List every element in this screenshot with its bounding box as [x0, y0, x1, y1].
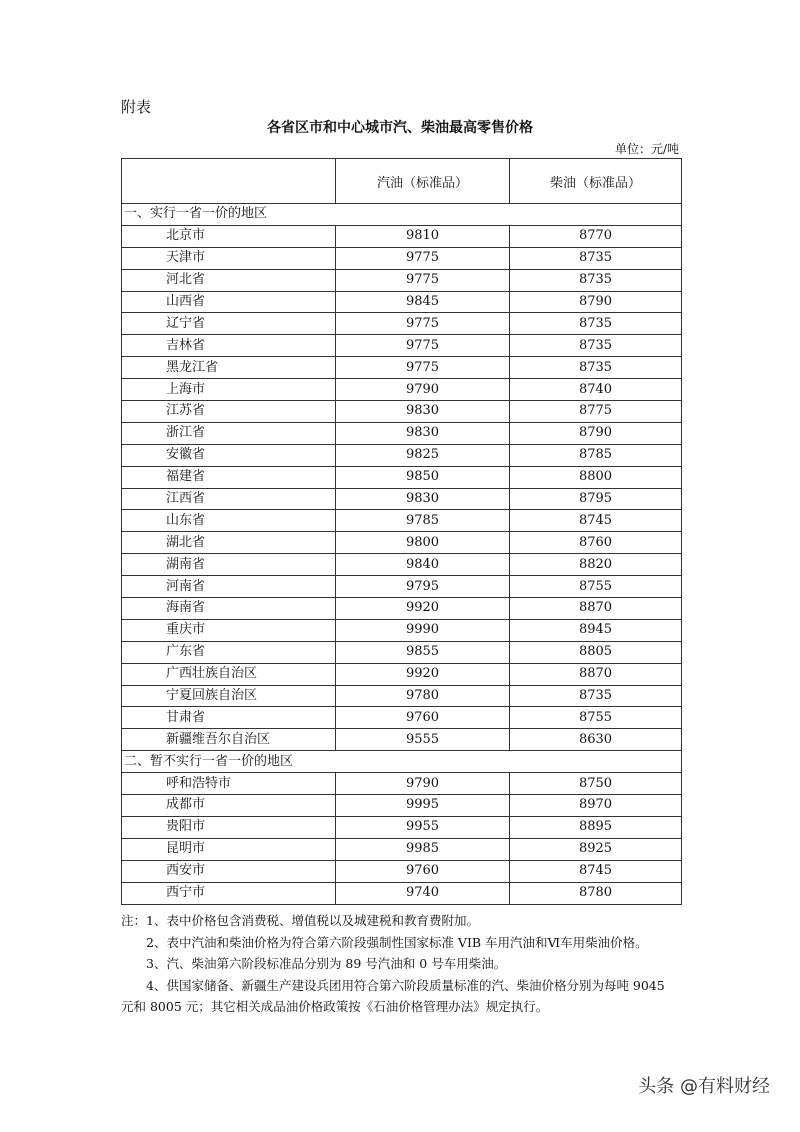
gasoline-price-cell: 9775 — [336, 247, 510, 269]
watermark: 头条 @有料财经 — [638, 1076, 770, 1097]
region-name-cell: 安徽省 — [122, 444, 336, 466]
region-name-cell: 北京市 — [122, 225, 336, 247]
table-row — [122, 707, 682, 729]
table-body — [122, 204, 682, 905]
gasoline-price-cell: 9780 — [336, 685, 510, 707]
gasoline-price-cell: 9845 — [336, 291, 510, 313]
note-2: 2、表中汽油和柴油价格为符合第六阶段强制性国家标准 VIB 车用汽油和Ⅵ车用柴油价格。 — [146, 934, 648, 950]
gasoline-price-cell: 9920 — [336, 598, 510, 620]
gasoline-price-cell: 9990 — [336, 619, 510, 641]
region-name-cell: 天津市 — [122, 247, 336, 269]
table-row — [122, 225, 682, 247]
table-row — [122, 335, 682, 357]
diesel-price-cell: 8735 — [510, 685, 682, 707]
table-row — [122, 729, 682, 751]
gasoline-price-cell: 9775 — [336, 335, 510, 357]
diesel-price-cell: 8735 — [510, 357, 682, 379]
table-row — [122, 773, 682, 795]
table-row — [122, 466, 682, 488]
diesel-price-cell: 8925 — [510, 838, 682, 860]
section-row — [122, 751, 682, 773]
diesel-price-cell: 8745 — [510, 860, 682, 882]
table-row — [122, 641, 682, 663]
appendix-label: 附表 — [121, 98, 152, 116]
section-row — [122, 204, 682, 226]
diesel-price-cell: 8805 — [510, 641, 682, 663]
region-name-cell: 辽宁省 — [122, 313, 336, 335]
table-row — [122, 619, 682, 641]
diesel-price-cell: 8750 — [510, 773, 682, 795]
table-row — [122, 882, 682, 904]
region-name-cell: 宁夏回族自治区 — [122, 685, 336, 707]
notes — [121, 910, 681, 1018]
table-row — [122, 510, 682, 532]
gasoline-price-cell: 9855 — [336, 641, 510, 663]
gasoline-price-cell: 9555 — [336, 729, 510, 751]
diesel-price-cell: 8870 — [510, 663, 682, 685]
gasoline-price-cell: 9840 — [336, 554, 510, 576]
diesel-price-cell: 8970 — [510, 795, 682, 817]
region-name-cell: 西宁市 — [122, 882, 336, 904]
region-name-cell: 呼和浩特市 — [122, 773, 336, 795]
table-row — [122, 598, 682, 620]
table-row — [122, 291, 682, 313]
header-diesel: 柴油（标准品） — [510, 159, 682, 204]
region-name-cell: 昆明市 — [122, 838, 336, 860]
region-name-cell: 西安市 — [122, 860, 336, 882]
gasoline-price-cell: 9955 — [336, 816, 510, 838]
table-row — [122, 795, 682, 817]
diesel-price-cell: 8770 — [510, 225, 682, 247]
table-row — [122, 554, 682, 576]
region-name-cell: 贵阳市 — [122, 816, 336, 838]
table-row — [122, 532, 682, 554]
note-4: 4、供国家储备、新疆生产建设兵团用符合第六阶段质量标准的汽、柴油价格分别为每吨 9045 元和 8005 元；其它相关成品油价格政策按《石油价格管理办法》规定执行。 — [121, 977, 665, 1015]
region-name-cell: 新疆维吾尔自治区 — [122, 729, 336, 751]
diesel-price-cell: 8790 — [510, 422, 682, 444]
section-label: 二、暂不实行一省一价的地区 — [122, 751, 682, 773]
region-name-cell: 河南省 — [122, 576, 336, 598]
region-name-cell: 湖南省 — [122, 554, 336, 576]
gasoline-price-cell: 9785 — [336, 510, 510, 532]
gasoline-price-cell: 9775 — [336, 269, 510, 291]
diesel-price-cell: 8735 — [510, 269, 682, 291]
region-name-cell: 吉林省 — [122, 335, 336, 357]
region-name-cell: 湖北省 — [122, 532, 336, 554]
diesel-price-cell: 8780 — [510, 882, 682, 904]
gasoline-price-cell: 9830 — [336, 488, 510, 510]
diesel-price-cell: 8820 — [510, 554, 682, 576]
gasoline-price-cell: 9760 — [336, 860, 510, 882]
region-name-cell: 江苏省 — [122, 401, 336, 423]
diesel-price-cell: 8895 — [510, 816, 682, 838]
diesel-price-cell: 8795 — [510, 488, 682, 510]
gasoline-price-cell: 9830 — [336, 422, 510, 444]
note-3: 3、汽、柴油第六阶段标准品分别为 89 号汽油和 0 号车用柴油。 — [146, 956, 507, 972]
table-row — [122, 401, 682, 423]
price-table — [121, 158, 682, 905]
gasoline-price-cell: 9790 — [336, 773, 510, 795]
gasoline-price-cell: 9920 — [336, 663, 510, 685]
region-name-cell: 重庆市 — [122, 619, 336, 641]
diesel-price-cell: 8630 — [510, 729, 682, 751]
table-row — [122, 663, 682, 685]
region-name-cell: 甘肃省 — [122, 707, 336, 729]
diesel-price-cell: 8790 — [510, 291, 682, 313]
region-name-cell: 上海市 — [122, 379, 336, 401]
region-name-cell: 广东省 — [122, 641, 336, 663]
table-row — [122, 422, 682, 444]
table-row — [122, 269, 682, 291]
gasoline-price-cell: 9795 — [336, 576, 510, 598]
gasoline-price-cell: 9995 — [336, 795, 510, 817]
table-row — [122, 357, 682, 379]
table-row — [122, 247, 682, 269]
gasoline-price-cell: 9830 — [336, 401, 510, 423]
diesel-price-cell: 8760 — [510, 532, 682, 554]
diesel-price-cell: 8745 — [510, 510, 682, 532]
table-row — [122, 488, 682, 510]
region-name-cell: 浙江省 — [122, 422, 336, 444]
gasoline-price-cell: 9850 — [336, 466, 510, 488]
header-gasoline: 汽油（标准品） — [336, 159, 510, 204]
gasoline-price-cell: 9740 — [336, 882, 510, 904]
region-name-cell: 山西省 — [122, 291, 336, 313]
diesel-price-cell: 8740 — [510, 379, 682, 401]
region-name-cell: 海南省 — [122, 598, 336, 620]
diesel-price-cell: 8775 — [510, 401, 682, 423]
gasoline-price-cell: 9760 — [336, 707, 510, 729]
region-name-cell: 福建省 — [122, 466, 336, 488]
gasoline-price-cell: 9790 — [336, 379, 510, 401]
note-1: 注：1、表中价格包含消费税、增值税以及城建税和教育费附加。 — [121, 913, 479, 928]
gasoline-price-cell: 9825 — [336, 444, 510, 466]
diesel-price-cell: 8735 — [510, 247, 682, 269]
region-name-cell: 黑龙江省 — [122, 357, 336, 379]
gasoline-price-cell: 9800 — [336, 532, 510, 554]
gasoline-price-cell: 9985 — [336, 838, 510, 860]
diesel-price-cell: 8735 — [510, 335, 682, 357]
diesel-price-cell: 8785 — [510, 444, 682, 466]
diesel-price-cell: 8945 — [510, 619, 682, 641]
table-row — [122, 313, 682, 335]
diesel-price-cell: 8735 — [510, 313, 682, 335]
diesel-price-cell: 8870 — [510, 598, 682, 620]
region-name-cell: 成都市 — [122, 795, 336, 817]
region-name-cell: 河北省 — [122, 269, 336, 291]
gasoline-price-cell: 9810 — [336, 225, 510, 247]
table-header-row — [122, 159, 682, 204]
table-row — [122, 838, 682, 860]
region-name-cell: 山东省 — [122, 510, 336, 532]
unit-label: 单位：元/吨 — [614, 142, 679, 156]
table-row — [122, 685, 682, 707]
header-region — [122, 159, 336, 204]
gasoline-price-cell: 9775 — [336, 313, 510, 335]
section-label: 一、实行一省一价的地区 — [122, 204, 682, 226]
diesel-price-cell: 8755 — [510, 707, 682, 729]
table-row — [122, 816, 682, 838]
region-name-cell: 江西省 — [122, 488, 336, 510]
table-row — [122, 860, 682, 882]
diesel-price-cell: 8755 — [510, 576, 682, 598]
table-row — [122, 444, 682, 466]
table-row — [122, 379, 682, 401]
region-name-cell: 广西壮族自治区 — [122, 663, 336, 685]
diesel-price-cell: 8800 — [510, 466, 682, 488]
document-title: 各省区市和中心城市汽、柴油最高零售价格 — [267, 120, 533, 136]
gasoline-price-cell: 9775 — [336, 357, 510, 379]
table-row — [122, 576, 682, 598]
